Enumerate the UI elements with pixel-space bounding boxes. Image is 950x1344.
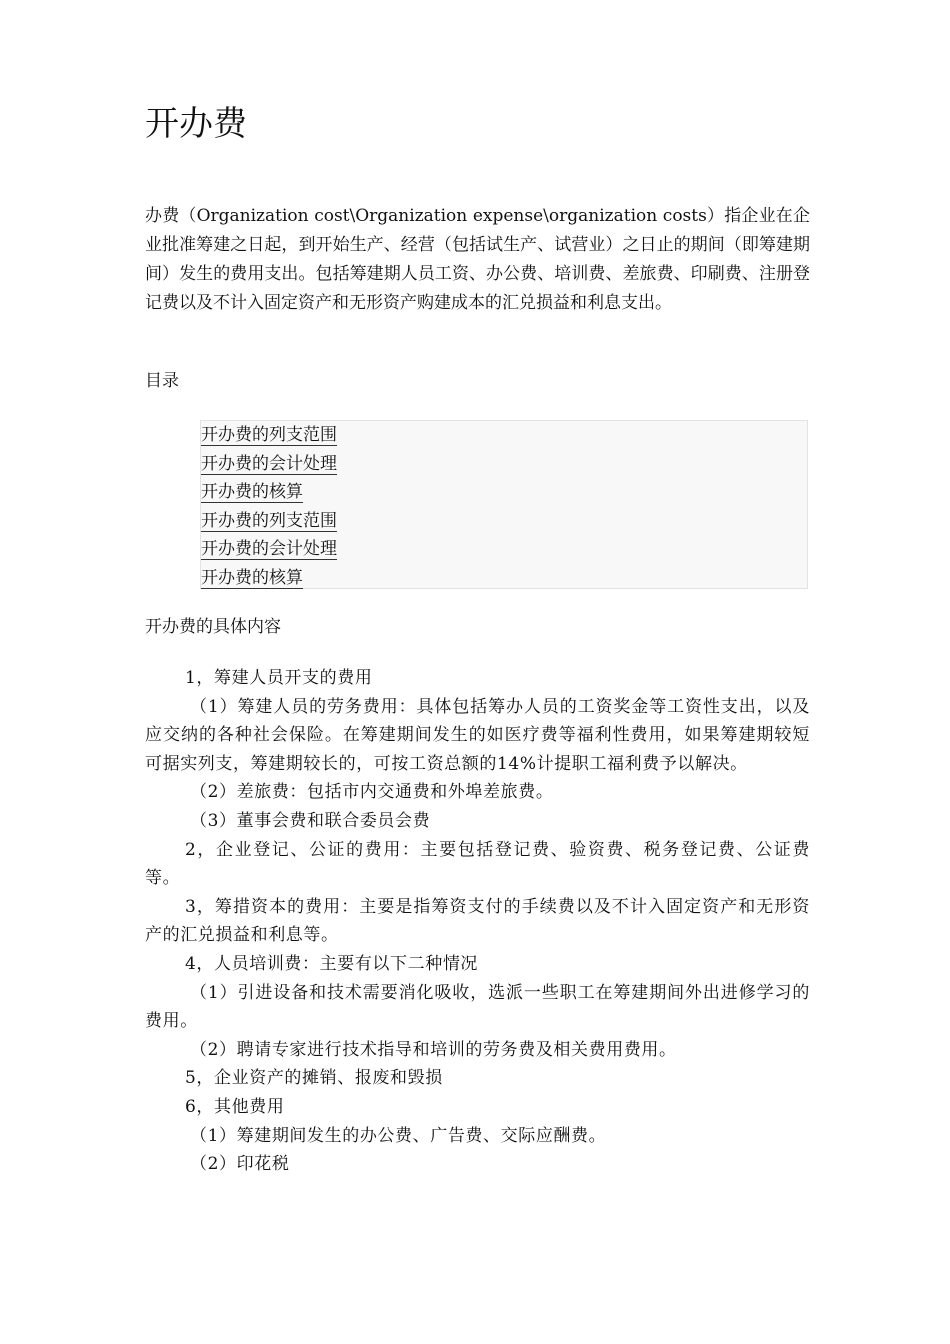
toc-link-accounting[interactable]: 开办费的会计处理	[201, 539, 337, 559]
toc-link-calculation[interactable]: 开办费的核算	[201, 482, 303, 502]
body-paragraph: 2，企业登记、公证的费用：主要包括登记费、验资费、税务登记费、公证费等。	[145, 839, 810, 889]
toc-item	[201, 421, 807, 450]
body-paragraph: （1）筹建期间发生的办公费、广告费、交际应酬费。	[190, 1125, 607, 1146]
section-heading: 开办费的具体内容	[145, 617, 281, 637]
body-paragraph: （2）聘请专家进行技术指导和培训的劳务费及相关费用费用。	[190, 1039, 677, 1060]
body-paragraph: 5，企业资产的摊销、报废和毁损	[185, 1068, 443, 1089]
toc-item	[201, 450, 807, 479]
body-paragraph: （1）引进设备和技术需要消化吸收，选派一些职工在筹建期间外出进修学习的费用。	[145, 982, 810, 1032]
section-body	[145, 664, 810, 1179]
body-paragraph: （2）差旅费：包括市内交通费和外埠差旅费。	[190, 782, 554, 803]
table-of-contents	[200, 420, 808, 589]
body-paragraph: （3）董事会费和联合委员会费	[190, 810, 431, 831]
body-paragraph: （2）印花税	[190, 1154, 290, 1175]
toc-link-accounting[interactable]: 开办费的会计处理	[201, 453, 337, 474]
toc-item	[201, 507, 807, 536]
toc-list	[201, 421, 807, 592]
body-paragraph: 4，人员培训费：主要有以下二种情况	[185, 953, 479, 974]
page-title: 开办费	[145, 104, 247, 144]
intro-paragraph: 办费（Organization cost\Organization expense\organization costs）指企业在企业批准筹建之日起，到开始生产、经营（包括试生产、试营业）之日止的期间（即筹建期间）发生的费用支出。包括筹建期人员工资、办公费、培训费、差旅费、印刷费、注册登记费以及不计入固定资产和无形资产购建成本的汇兑损益和利息支出。	[145, 206, 810, 313]
toc-item	[201, 478, 807, 507]
toc-link-scope[interactable]: 开办费的列支范围	[201, 425, 337, 445]
toc-item	[201, 564, 807, 593]
body-paragraph: 1，筹建人员开支的费用	[185, 668, 373, 688]
body-paragraph: （1）筹建人员的劳务费用：具体包括筹办人员的工资奖金等工资性支出，以及应交纳的各种社会保险。在筹建期间发生的如医疗费等福利性费用，如果筹建期较短可据实列支，筹建期较长的，可按工资总额的14%计提职工福利费予以解决。	[145, 696, 810, 774]
body-paragraph: 6，其他费用	[185, 1096, 285, 1117]
toc-link-scope[interactable]: 开办费的列支范围	[201, 510, 337, 531]
toc-link-calculation[interactable]: 开办费的核算	[201, 567, 303, 588]
body-paragraph: 3，筹措资本的费用：主要是指筹资支付的手续费以及不计入固定资产和无形资产的汇兑损益和利息等。	[145, 896, 810, 946]
toc-item	[201, 535, 807, 564]
toc-heading: 目录	[145, 371, 179, 391]
